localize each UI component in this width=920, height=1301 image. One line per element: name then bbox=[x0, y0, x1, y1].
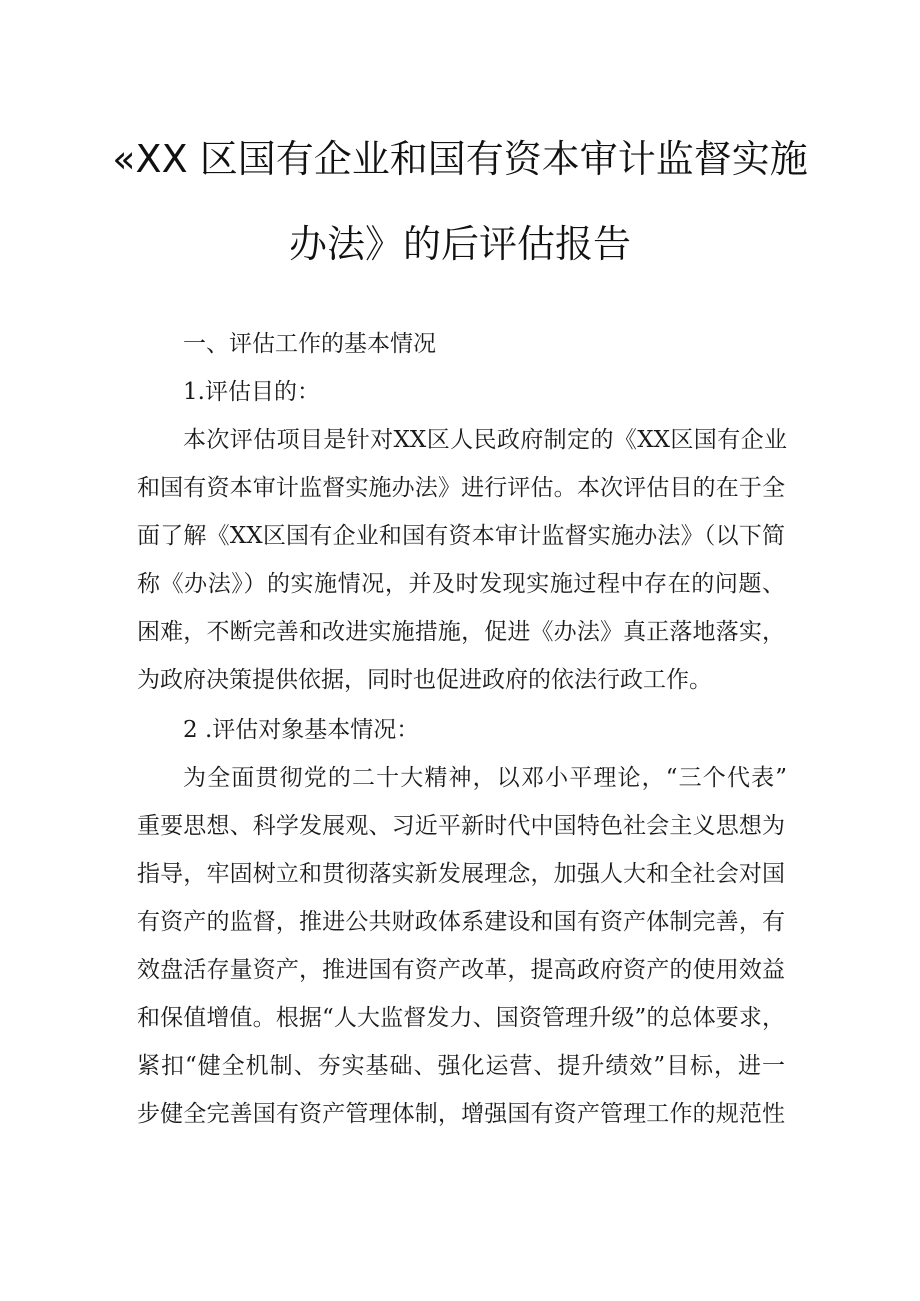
paragraph-line: 为政府决策提供依据，同时也促进政府的依法行政工作。 bbox=[137, 667, 712, 693]
paragraph-line: 指导，牢固树立和贯彻落实新发展理念，加强人大和全社会对国 bbox=[137, 861, 785, 887]
paragraph-line: 效盘活存量资产，推进国有资产改革，提高政府资产的使用效益 bbox=[137, 957, 785, 983]
document-title-line-2: 办法》的后评估报告 bbox=[288, 222, 631, 266]
paragraph-line: 本次评估项目是针对XX区人民政府制定的《XX区国有企业 bbox=[183, 427, 787, 453]
paragraph-line: 步健全完善国有资产管理体制，增强国有资产管理工作的规范性 bbox=[137, 1101, 785, 1127]
subsection-heading: 2 .评估对象基本情况： bbox=[183, 717, 420, 743]
paragraph-line: 面了解《XX区国有企业和国有资本审计监督实施办法》（以下简 bbox=[137, 523, 785, 549]
paragraph-line: 重要思想、科学发展观、习近平新时代中国特色社会主义思想为 bbox=[137, 813, 785, 839]
paragraph-line: 和保值增值。根据“人大监督发力、国资管理升级”的总体要求， bbox=[137, 1005, 785, 1031]
subsection-heading: 1.评估目的： bbox=[183, 379, 320, 405]
paragraph-line: 困难，不断完善和改进实施措施，促进《办法》真正落地落实， bbox=[137, 619, 785, 645]
paragraph-line: 紧扣“健全机制、夯实基础、强化运营、提升绩效”目标，进一 bbox=[137, 1053, 785, 1079]
paragraph-line: 和国有资本审计监督实施办法》进行评估。本次评估目的在于全 bbox=[137, 475, 785, 501]
document-title-line-1: «XX 区国有企业和国有资本审计监督实施 bbox=[112, 137, 808, 181]
paragraph-line: 有资产的监督，推进公共财政体系建设和国有资产体制完善，有 bbox=[137, 909, 785, 935]
paragraph-line: 称《办法》）的实施情况，并及时发现实施过程中存在的问题、 bbox=[137, 571, 785, 597]
paragraph-line: 为全面贯彻党的二十大精神，以邓小平理论，“三个代表” bbox=[183, 765, 787, 791]
section-heading: 一、评估工作的基本情况 bbox=[183, 331, 436, 357]
